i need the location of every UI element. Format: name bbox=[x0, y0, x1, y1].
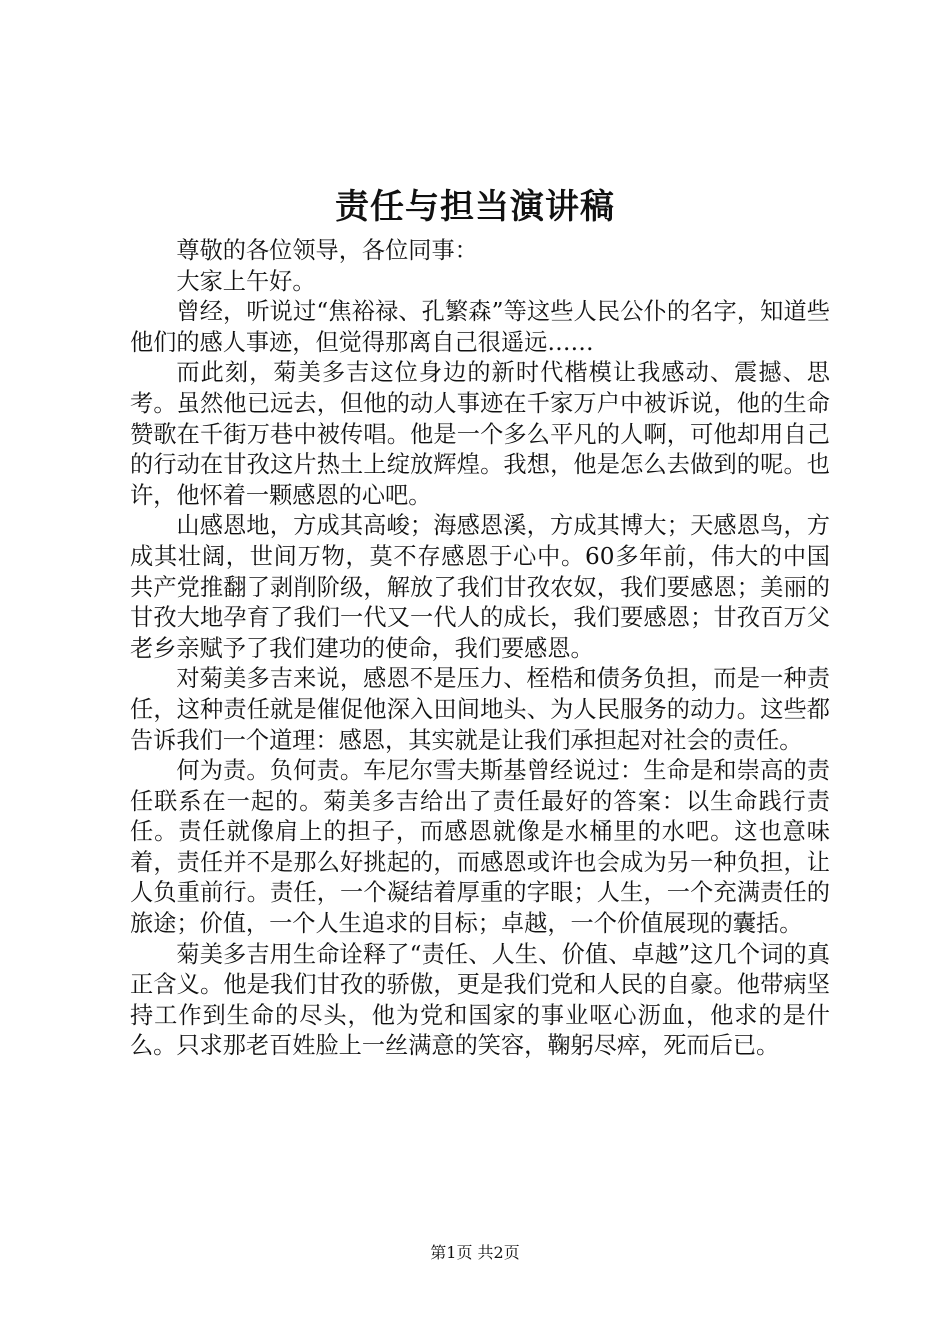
greeting-paragraph: 大家上午好。 bbox=[176, 267, 316, 295]
document-body bbox=[130, 236, 830, 1062]
page-number-footer: 第1页 共2页 bbox=[430, 1243, 520, 1262]
body-paragraph: 曾经，听说过“焦裕禄、孔繁森”等这些人民公仆的名字，知道些他们的感人事迹，但觉得那离自己很遥远…… bbox=[130, 298, 830, 356]
body-paragraph: 对菊美多吉来说，感恩不是压力、桎梏和债务负担，而是一种责任，这种责任就是催促他深入田间地头、为人民服务的动力。这些都告诉我们一个道理：感恩，其实就是让我们承担起对社会的责任。 bbox=[130, 665, 830, 754]
body-paragraph: 而此刻，菊美多吉这位身边的新时代楷模让我感动、震撼、思考。虽然他已远去，但他的动人事迹在千家万户中被诉说，他的生命赞歌在千街万巷中被传唱。他是一个多么平凡的人啊，可他却用自己的行动在甘孜这片热土上绽放辉煌。我想，他是怎么去做到的呢。也许，他怀着一颗感恩的心吧。 bbox=[130, 359, 830, 509]
document-title: 责任与担当演讲稿 bbox=[335, 187, 615, 227]
body-paragraph: 何为责。负何责。车尼尔雪夫斯基曾经说过：生命是和崇高的责任联系在一起的。菊美多吉给出了责任最好的答案：以生命践行责任。责任就像肩上的担子，而感恩就像是水桶里的水吧。这也意味着，责任并不是那么好挑起的，而感恩或许也会成为另一种负担，让人负重前行。责任，一个凝结着厚重的字眼；人生，一个充满责任的旅途；价值，一个人生追求的目标；卓越，一个价值展现的囊括。 bbox=[130, 757, 830, 938]
body-paragraph: 菊美多吉用生命诠释了“责任、人生、价值、卓越”这几个词的真正含义。他是我们甘孜的骄傲，更是我们党和人民的自豪。他带病坚持工作到生命的尽头，他为党和国家的事业呕心沥血，他求的是什么。只求那老百姓脸上一丝满意的笑容，鞠躬尽瘁，死而后已。 bbox=[130, 940, 830, 1060]
body-paragraph: 山感恩地，方成其高峻；海感恩溪，方成其博大；天感恩鸟，方成其壮阔，世间万物，莫不存感恩于心中。60多年前，伟大的中国共产党推翻了剥削阶级，解放了我们甘孜农奴，我们要感恩；美丽的甘孜大地孕育了我们一代又一代人的成长，我们要感恩；甘孜百万父老乡亲赋予了我们建功的使命，我们要感恩。 bbox=[130, 512, 830, 662]
salutation-paragraph: 尊敬的各位领导，各位同事： bbox=[176, 237, 478, 264]
